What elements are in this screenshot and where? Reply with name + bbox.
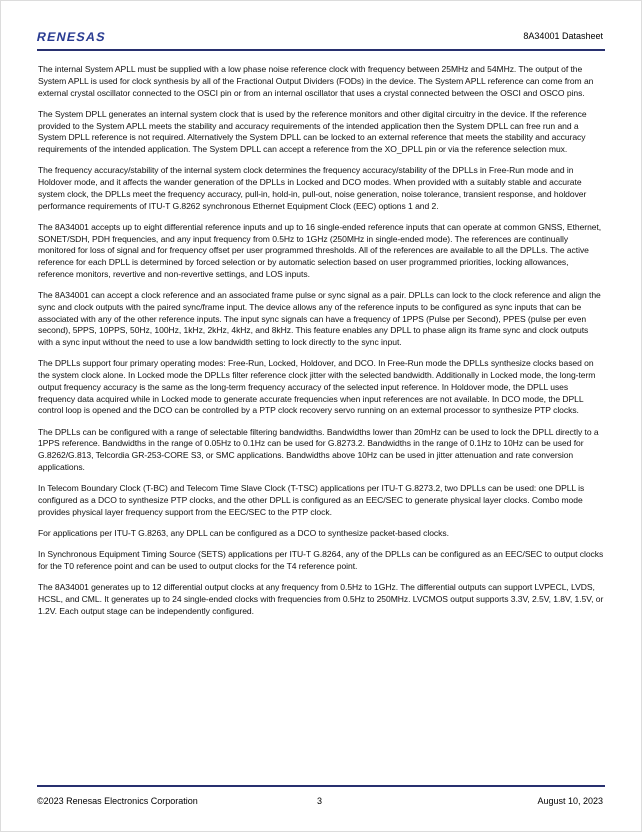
copyright-text: ©2023 Renesas Electronics Corporation (37, 796, 198, 806)
publication-date: August 10, 2023 (537, 796, 603, 806)
paragraph-system-dpll: The System DPLL generates an internal system clock that is used by the reference monitors and other digital circuitry in the device. If the reference provided to the System APLL meets the stability and accuracy requirements of the intended application then the System DPLL can free run and a System DPLL reference is not required. Alternatively the System DPLL can be locked to an external reference that meets the stability and accuracy requirements of the intended application. The System DPLL can accept a reference from the XO_DPLL pin or via the reference selection mux. (38, 108, 587, 154)
footer-divider (37, 785, 605, 787)
paragraph-frequency-accuracy: The frequency accuracy/stability of the internal system clock determines the frequency accuracy/stability of the DPLLs in Free-Run mode and in Holdover mode, and it affects the wander generation of the DPLLs in Locked and DCO modes. When provided with a suitably stable and accurate system clock, the DPLLs meet the frequency accuracy, pull-in, hold-in, pull-out, noise generation, noise tolerance, transient response, and holdover performance requirements of ITU-T G.8262 synchronous Ethernet Equipment Clock (EEC) options 1 and 2. (38, 165, 587, 211)
paragraph-g8263: For applications per ITU-T G.8263, any DPLL can be configured as a DCO to synthesize packet-based clocks. (38, 527, 449, 538)
document-title: 8A34001 Datasheet (523, 31, 603, 41)
page-footer (37, 796, 603, 810)
paragraph-sync-inputs: The 8A34001 can accept a clock reference and an associated frame pulse or sync signal as a pair. DPLLs can lock to the clock reference and align the sync and clock outputs with the paired sync/frame input. The device allows any of the reference inputs to be configured as sync inputs that can be associated with any of the other reference inputs. The input sync signals can have a frequency of 1PPS (Pulse per Second), PPES (pulse per even second), 5PPS, 10PPS, 50Hz, 100Hz, 1kHz, 2kHz, 4kHz, and 8kHz. This feature enables any DPLL to phase align its frame sync and clock outputs with a sync input without the need to use a low bandwidth setting to lock directly to the sync input. (38, 290, 601, 347)
paragraph-telecom-boundary-clock: In Telecom Boundary Clock (T-BC) and Telecom Time Slave Clock (T-TSC) applications per ITU-T G.8273.2, two DPLLs can be used: one DPLL is configured as a DCO to synthesize PTP clocks, and the other DPLL is configured as an EEC/SEC to generate physical layer clocks. Combo mode provides physical layer frequency support from the EEC/SEC to the PTP clock. (38, 483, 585, 517)
paragraph-sets: In Synchronous Equipment Timing Source (SETS) applications per ITU-T G.8264, any of the DPLLs can be configured as an EEC/SEC to output clocks for the T0 reference point and can be used to output clocks for the T4 reference point. (38, 549, 604, 571)
paragraph-operating-modes: The DPLLs support four primary operating modes: Free-Run, Locked, Holdover, and DCO. In Free-Run mode the DPLLs synthesize clocks based on the system clock alone. In Locked mode the DPLLs filter reference clock jitter with the selected bandwidth. Additionally in Locked mode, the long-term output frequency accuracy is the same as the long-term frequency accuracy of the selected input reference. In Holdover mode, the DPLL uses frequency data acquired while in Locked mode to generate accurate frequencies when input references are not available. In DCO mode, the DPLL control loop is opened and the DCO can be controlled by a PTP clock recovery servo running on an external processor to synthesize PTP clocks. (38, 358, 596, 416)
paragraph-output-clocks: The 8A34001 generates up to 12 differential output clocks at any frequency from 0.5Hz to 1GHz. The differential outputs can support LVPECL, LVDS, HCSL, and CML. It generates up to 24 single-ended clocks with frequencies from 0.5Hz to 250MHz. LVCMOS output supports 3.3V, 2.5V, 1.8V, 1.5V, or 1.2V. Each output stage can be independently configured. (38, 582, 604, 616)
page-number: 3 (317, 796, 323, 806)
renesas-logo: RENESAS (35, 30, 108, 44)
body-text (38, 64, 605, 627)
paragraph-reference-inputs: The 8A34001 accepts up to eight differential reference inputs and up to 16 single-ended reference inputs that can operate at common GNSS, Ethernet, SONET/SDH, PDH frequencies, and any input frequency from 0.5Hz to 1GHz (250MHz in single-ended mode). The references are continually monitored for loss of signal and for frequency offset per user programmed thresholds. All of the references are available to all the DPLLs. The active reference for each DPLL is determined by forced selection or by automatic selection based on user programmed priorities, locking allowances, reference monitors, revertive and non-revertive settings, and LOS inputs. (38, 221, 602, 279)
paragraph-system-apll: The internal System APLL must be supplied with a low phase noise reference clock with frequency between 25MHz and 54MHz. The output of the System APLL is used for clock synthesis by all of the Fractional Output Dividers (FODs) in the device. The System APLL reference can come from an external crystal oscillator connected to the OSCI pin or from an internal oscillator that uses a crystal connected between the OSCI and OSCO pins. (38, 64, 594, 98)
paragraph-bandwidths: The DPLLs can be configured with a range of selectable filtering bandwidths. Bandwidths lower than 20mHz can be used to lock the DPLL directly to a 1PPS reference. Bandwidths in the range of 0.05Hz to 0.1Hz can be used for G.8273.2. Bandwidths in the range of 0.1Hz to 10Hz can be used for G.8262/G.813, Telcordia GR-253-CORE S3, or SMC applications. Bandwidths above 10Hz can be used in jitter attenuation and rate conversion applications. (38, 426, 599, 472)
page-header (37, 29, 605, 51)
header-divider (37, 49, 605, 51)
